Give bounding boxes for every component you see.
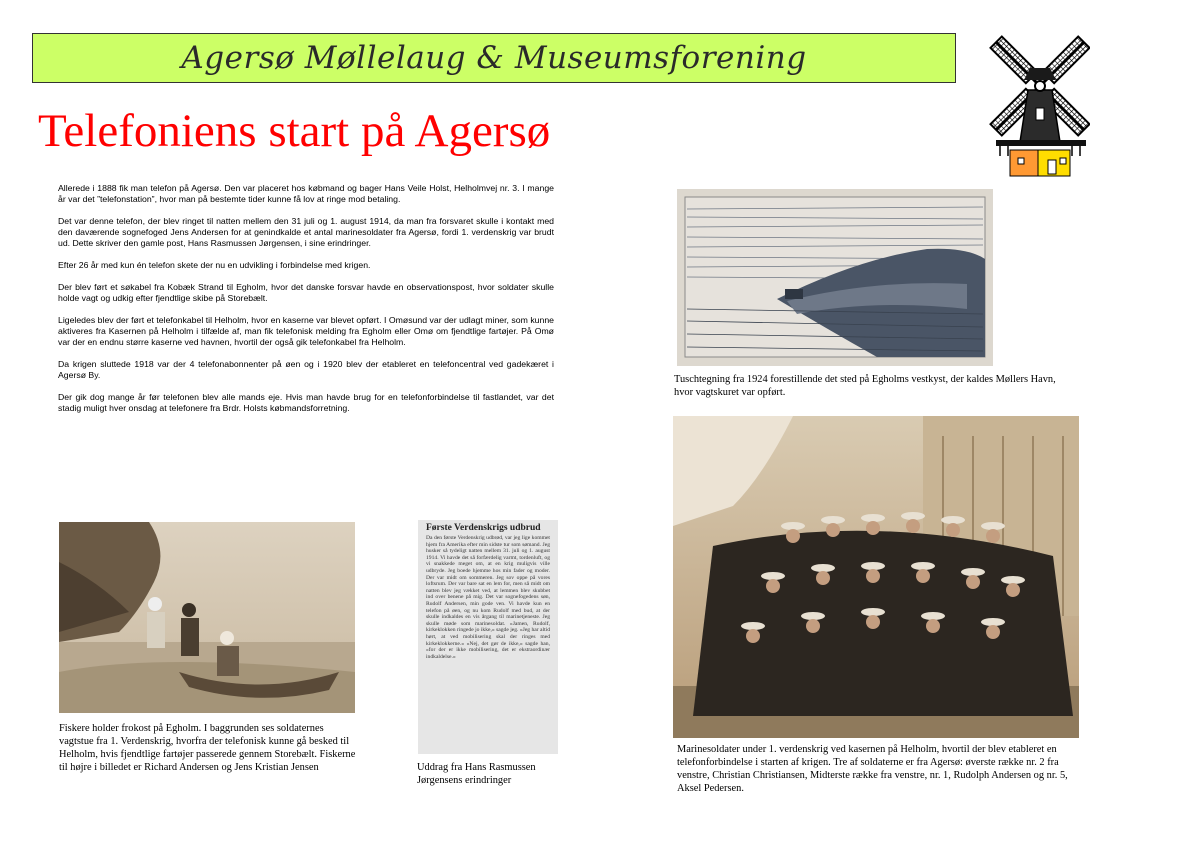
ink-drawing [677,189,993,366]
soldiers-photo [673,416,1079,738]
clipping-heading: Første Verdenskrigs udbrud [426,523,541,533]
newspaper-clipping [418,520,558,754]
header-banner [32,33,956,83]
article-paragraph: Da krigen sluttede 1918 var der 4 telefonabonnenter på øen og i 1920 blev der etableret en telefoncentral ved gadekæret i Agersø By. [58,359,554,380]
article-paragraph: Efter 26 år med kun én telefon skete der nu en udvikling i forbindelse med krigen. [58,260,371,270]
fishermen-caption: Fiskere holder frokost på Egholm. I baggrunden ses soldaternes vagtstue fra 1. Verdenskrig, hvorfra der telefonisk kunne gå besked til Helholm, hvis fjendtlige fartøjer passerede gennem Storebælt. Fiskerne til højre i billedet er Richard Andersen og Jens Kristian Jensen [59,723,356,773]
clipping-text: Da den første Verdenskrig udbrød, var jeg lige kommet hjem fra Amerika efter min sidste tur som sømand. Jeg husker så tydeligt natten mellem 31. juli og 1. august 1914. Vi havde det så forfærdelig varmt, tordenluft, og vi snakkede meget om, at en krig muligvis ville udbryde. Jeg boede hjemme hos min fader og moder. Der var midt om sommeren. Jeg sov oppe på vores loftsrum. Der var bare sat en lem for, men så midt om natten blev jeg vækket ved, at lemmen blev skubbet ind over benene på mig. Det var sognefogedens søn, Rudolf Andersen, min gode ven. Vi havde kun en telefon på øen, og nu kom Rudolf med bud, at der skulle indkaldes en vis årgang til marinetjeneste. Jeg skulle møde som marinesoldat. »Jamen, Rudolf, kirkeklokken ringede jo ikke,« sagde jeg. »Jeg har altid hørt, at ved mobilisering skal der ringes med kirkeklokkerne.« »Nej, det gør de ikke,« sagde han, »for der er ikke mobilisering, det er ekstraordinær indkaldelse.« [426,535,550,660]
article-paragraph: Det var denne telefon, der blev ringet til natten mellem den 31 juli og 1. august 1914, da man fra forsvaret skulle i kontakt med den daværende sognefoged Jens Andersen for at genindkalde et antal marinesoldater fra Agersø, fordi 1. verdenskrig var brudt ud. Dette skriver den gamle post, Hans Rasmussen Jørgensen, i sine erindringer. [58,216,554,248]
page-title: Telefoniens start på Agersø [38,105,551,157]
article-paragraph: Ligeledes blev der ført et telefonkabel til Helholm, hvor en kaserne var blevet opført. I Omøsund var der udlagt miner, som kunne aktiveres fra Kasernen på Helholm i tilfælde af, man fik telefonisk melding fra Egholm eller Omø om fjendtlige fartøjer. På Omø var der en endnu større kaserne ved havnen, hvortil der også gik telefonkabel fra Helholm. [58,315,554,347]
article-body [58,183,554,425]
fishermen-photo [59,522,355,713]
soldiers-caption: Marinesoldater under 1. verdenskrig ved kasernen på Helholm, hvortil der blev etableret en telefonforbindelse i starten af krigen. Tre af soldaterne er fra Agersø: øverste række nr. 2 fra venstre, Christian Christiansen, Midterste række fra venstre, nr. 1, Rudolph Andersen og nr. 5, Aksel Pedersen. [677,744,1068,794]
article-paragraph: Der gik dog mange år før telefonen blev alle mands eje. Hvis man havde brug for en telefonforbindelse til fastlandet, var det stadig muligt hver onsdag at telefonere fra Brdr. Holsts købmandsforretning. [58,392,554,413]
article-paragraph: Der blev ført et søkabel fra Kobæk Strand til Egholm, hvor det danske forsvar havde en observationspost, hvor soldater skulle holde vagt og udkig efter fjendtlige skibe på Storebælt. [58,282,554,303]
article-paragraph: Allerede i 1888 fik man telefon på Agersø. Den var placeret hos købmand og bager Hans Veile Holst, Helholmvej nr. 3. I mange år var det ”telefonstation”, hvor man på bestemte tider kunne få lov at ringe mod betaling. [58,183,554,204]
banner-title: Agersø Møllelaug & Museumsforening [181,40,807,76]
windmill-icon [988,24,1090,180]
clipping-caption: Uddrag fra Hans Rasmussen Jørgensens erindringer [417,762,536,786]
drawing-caption: Tuschtegning fra 1924 forestillende det sted på Egholms vestkyst, der kaldes Møllers Havn, hvor vagtskuret var opført. [674,374,1056,398]
